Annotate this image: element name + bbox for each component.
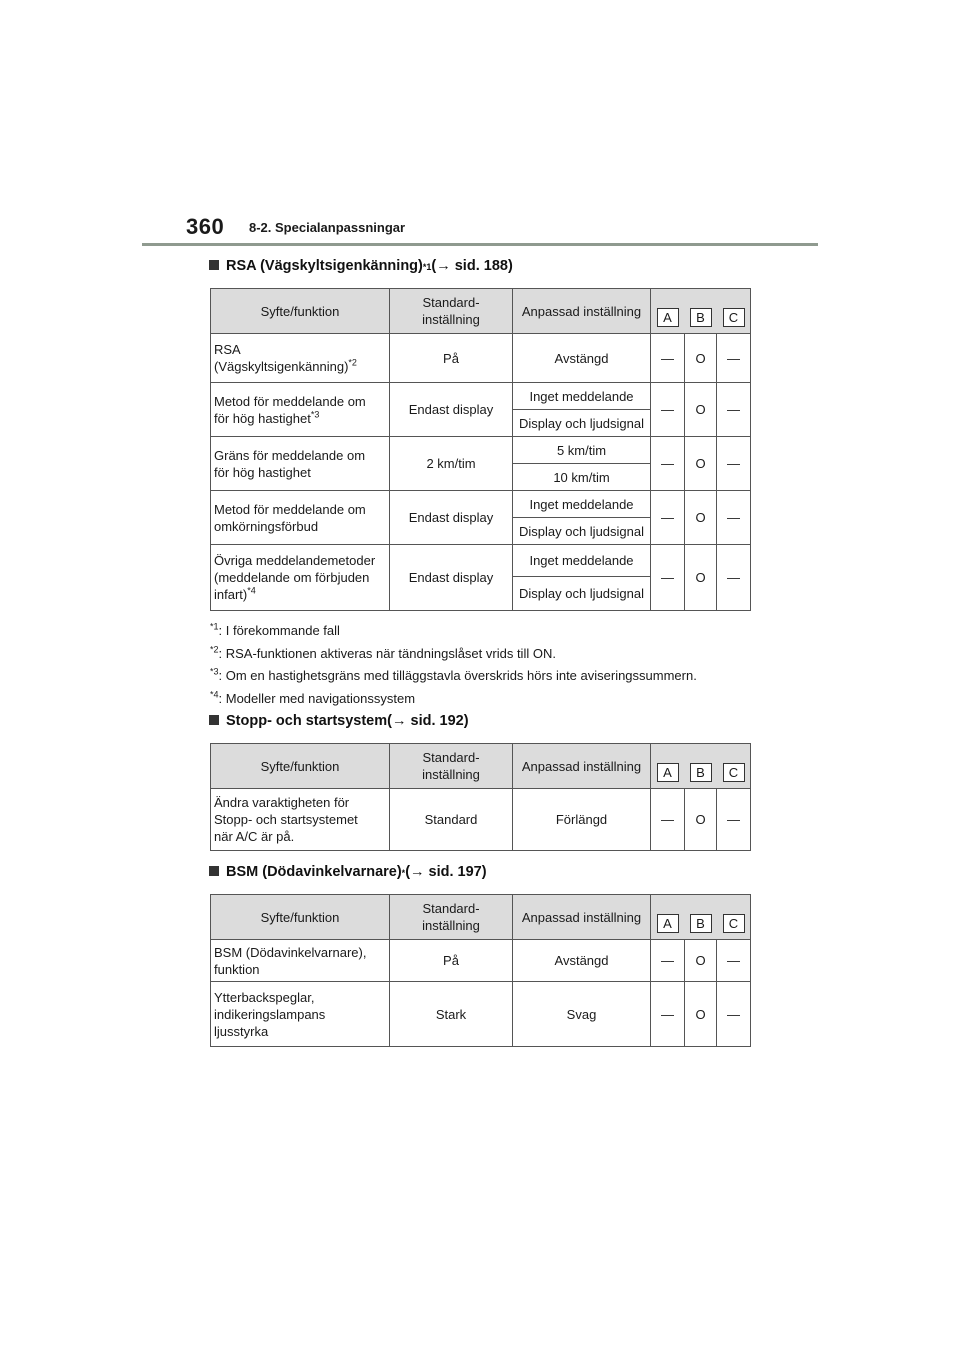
- footnote: $^{*1}$: I förekommande fall: [210, 621, 340, 638]
- c-cell: —: [717, 982, 751, 1047]
- header-abc: [651, 895, 751, 940]
- a-cell: —: [651, 545, 685, 611]
- c-cell: —: [717, 789, 751, 851]
- c-cell: —: [717, 545, 751, 611]
- c-cell: —: [717, 334, 751, 383]
- letter-b-icon: B: [690, 763, 712, 782]
- b-cell: O: [685, 982, 717, 1047]
- header-custom: Anpassad inställning: [513, 289, 651, 334]
- b-cell: O: [685, 940, 717, 982]
- a-cell: —: [651, 940, 685, 982]
- default-cell: Endast display: [390, 545, 513, 611]
- c-cell: —: [717, 383, 751, 437]
- table-header-row: [211, 744, 751, 789]
- b-cell: O: [685, 334, 717, 383]
- function-cell: Metod för meddelande om omkörningsförbud: [211, 491, 390, 545]
- letter-c-icon: C: [723, 914, 745, 933]
- square-bullet-icon: [209, 866, 219, 876]
- function-cell: Metod för meddelande om för hög hastighet$^{*3}$: [211, 383, 390, 437]
- table-row: [211, 789, 751, 851]
- default-cell: På: [390, 940, 513, 982]
- function-cell: Ytterbackspeglar, indikeringslampans ljusstyrka: [211, 982, 390, 1047]
- section-heading-bsm: BSM (Dödavinkelvarnare) * (→ sid. 197): [209, 864, 487, 880]
- c-cell: —: [717, 940, 751, 982]
- footnote: $^{*2}$: RSA-funktionen aktiveras när tändningslåset vrids till ON.: [210, 644, 556, 661]
- header-purpose: Syfte/funktion: [211, 289, 390, 334]
- letter-b-icon: B: [690, 308, 712, 327]
- letter-c-icon: C: [723, 763, 745, 782]
- header-custom: Anpassad inställning: [513, 744, 651, 789]
- footnote: $^{*4}$: Modeller med navigationssystem: [210, 689, 416, 706]
- option-cell: Inget meddelande: [513, 491, 651, 518]
- function-cell: Gräns för meddelande om för hög hastighet: [211, 437, 390, 491]
- footnote: $^{*3}$: Om en hastighetsgräns med tilläggstavla överskrids hörs inte aviseringssummern.: [210, 666, 697, 683]
- table-row: [211, 334, 751, 383]
- square-bullet-icon: [209, 715, 219, 725]
- option-cell: Avstängd: [513, 940, 651, 982]
- section-title: RSA (Vägskyltsigenkänning): [226, 258, 423, 274]
- b-cell: O: [685, 545, 717, 611]
- table-row: [211, 437, 751, 464]
- option-cell: Svag: [513, 982, 651, 1047]
- letter-a-icon: A: [657, 763, 679, 782]
- function-cell: RSA (Vägskyltsigenkänning)$^{*2}$: [211, 334, 390, 383]
- b-cell: O: [685, 437, 717, 491]
- table-row: [211, 982, 751, 1047]
- option-cell: Inget meddelande: [513, 545, 651, 577]
- b-cell: O: [685, 383, 717, 437]
- header-default: Standard- inställning: [390, 895, 513, 940]
- option-cell: 10 km/tim: [513, 464, 651, 491]
- table-row: [211, 545, 751, 577]
- header-divider: [142, 243, 818, 246]
- a-cell: —: [651, 437, 685, 491]
- b-cell: O: [685, 789, 717, 851]
- letter-b-icon: B: [690, 914, 712, 933]
- default-cell: 2 km/tim: [390, 437, 513, 491]
- table-bsm: [210, 894, 751, 1047]
- header-default: Standard- inställning: [390, 744, 513, 789]
- default-cell: På: [390, 334, 513, 383]
- section-heading-stop-start: [209, 713, 469, 729]
- option-cell: Inget meddelande: [513, 383, 651, 410]
- c-cell: —: [717, 437, 751, 491]
- section-reference: (→ sid. 188): [431, 258, 513, 274]
- option-cell: Display och ljudsignal: [513, 577, 651, 611]
- page-number: 360: [186, 214, 225, 239]
- section-reference: (→ sid. 197): [405, 864, 487, 880]
- default-cell: Stark: [390, 982, 513, 1047]
- header-purpose: Syfte/funktion: [211, 895, 390, 940]
- a-cell: —: [651, 982, 685, 1047]
- default-cell: Endast display: [390, 383, 513, 437]
- section-reference: (→ sid. 192): [387, 713, 469, 729]
- option-cell: 5 km/tim: [513, 437, 651, 464]
- section-title: Stopp- och startsystem: [226, 713, 388, 729]
- function-cell: BSM (Dödavinkelvarnare), funktion: [211, 940, 390, 982]
- function-cell: Övriga meddelandemetoder (meddelande om förbjuden infart)$^{*4}$: [211, 545, 390, 611]
- section-title: BSM (Dödavinkelvarnare): [226, 864, 402, 880]
- table-row: [211, 940, 751, 982]
- letter-a-icon: A: [657, 308, 679, 327]
- function-cell: Ändra varaktigheten för Stopp- och startsystemet när A/C är på.: [211, 789, 390, 851]
- header-abc: [651, 289, 751, 334]
- table-rsa: [210, 288, 751, 611]
- a-cell: —: [651, 334, 685, 383]
- table-stop-start: [210, 743, 751, 851]
- header-purpose: Syfte/funktion: [211, 744, 390, 789]
- header-abc: [651, 744, 751, 789]
- option-cell: Display och ljudsignal: [513, 518, 651, 545]
- footnotes: [210, 620, 770, 710]
- letter-c-icon: C: [723, 308, 745, 327]
- default-cell: Standard: [390, 789, 513, 851]
- a-cell: —: [651, 789, 685, 851]
- a-cell: —: [651, 383, 685, 437]
- option-cell: Display och ljudsignal: [513, 410, 651, 437]
- table-header-row: [211, 895, 751, 940]
- b-cell: O: [685, 491, 717, 545]
- c-cell: —: [717, 491, 751, 545]
- a-cell: —: [651, 491, 685, 545]
- square-bullet-icon: [209, 260, 219, 270]
- default-cell: Endast display: [390, 491, 513, 545]
- header-custom: Anpassad inställning: [513, 895, 651, 940]
- table-row: [211, 491, 751, 518]
- option-cell: Avstängd: [513, 334, 651, 383]
- table-header-row: [211, 289, 751, 334]
- header-default: Standard- inställning: [390, 289, 513, 334]
- section-heading-rsa: RSA (Vägskyltsigenkänning) *1 (→ sid. 188): [209, 258, 513, 274]
- letter-a-icon: A: [657, 914, 679, 933]
- chapter-title: 8-2. Specialanpassningar: [249, 220, 406, 235]
- option-cell: Förlängd: [513, 789, 651, 851]
- table-row: [211, 383, 751, 410]
